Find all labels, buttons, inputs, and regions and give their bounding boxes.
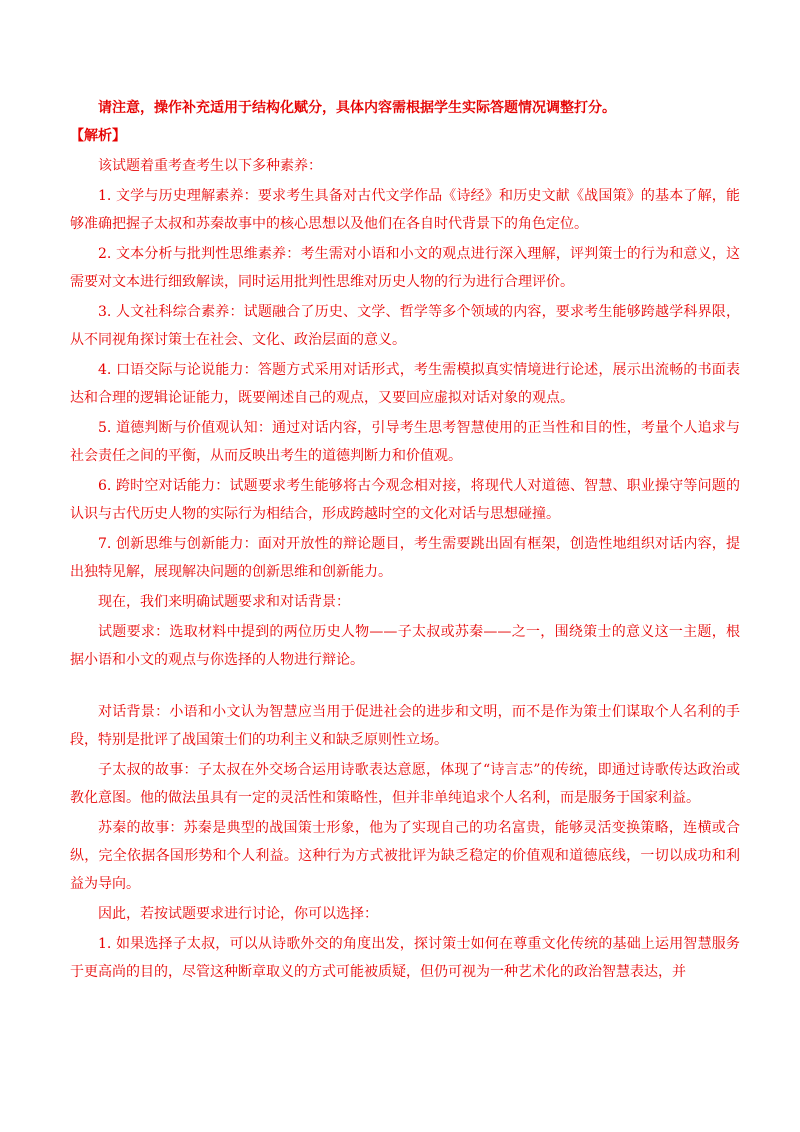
scoring-notice: 请注意，操作补充适用于结构化赋分，具体内容需根据学生实际答题情况调整打分。 bbox=[98, 100, 616, 116]
competency-item: 1. 文学与历史理解素养：要求考生具备对古代文学作品《诗经》和历史文献《战国策》的基本了解，能够准确把握子太叔和苏秦故事中的核心思想以及他们在各自时代背景下的角色定位。 bbox=[70, 188, 740, 232]
intro-paragraph: 该试题着重考查考生以下多种素养： bbox=[98, 158, 322, 174]
analysis-label: 【解析】 bbox=[70, 128, 126, 144]
transition-paragraph: 现在，我们来明确试题要求和对话背景： bbox=[98, 594, 350, 610]
suqin-story-paragraph: 苏秦的故事：苏秦是典型的战国策士形象，他为了实现自己的功名富贵，能够灵活变换策略，连横或合纵，完全依据各国形势和个人利益。这种行为方式被批评为缺乏稳定的价值观和道德底线，一切以成功和利益为导向。 bbox=[70, 820, 740, 892]
paragraph-gap bbox=[70, 676, 740, 698]
choice-item: 1. 如果选择子太叔，可以从诗歌外交的角度出发，探讨策士如何在尊重文化传统的基础上运用智慧服务于更高尚的目的，尽管这种断章取义的方式可能被质疑，但仍可视为一种艺术化的政治智慧表达，并 bbox=[70, 936, 740, 980]
background-paragraph: 对话背景：小语和小文认为智慧应当用于促进社会的进步和文明，而不是作为策士们谋取个人名利的手段，特别是批评了战国策士们的功利主义和缺乏原则性立场。 bbox=[70, 704, 740, 748]
competency-item: 6. 跨时空对话能力：试题要求考生能够将古今观念相对接，将现代人对道德、智慧、职业操守等问题的认识与古代历史人物的实际行为相结合，形成跨越时空的文化对话与思想碰撞。 bbox=[70, 478, 740, 522]
competency-item: 7. 创新思维与创新能力：面对开放性的辩论题目，考生需要跳出固有框架，创造性地组织对话内容，提出独特见解，展现解决问题的创新思维和创新能力。 bbox=[70, 536, 740, 580]
document-page bbox=[70, 96, 740, 988]
competency-item: 3. 人文社科综合素养：试题融合了历史、文学、哲学等多个领域的内容，要求考生能够跨越学科界限，从不同视角探讨策士在社会、文化、政治层面的意义。 bbox=[70, 304, 740, 348]
choice-intro-paragraph: 因此，若按试题要求进行讨论，你可以选择： bbox=[98, 906, 378, 922]
competency-item: 5. 道德判断与价值观认知：通过对话内容，引导考生思考智慧使用的正当性和目的性，考量个人追求与社会责任之间的平衡，从而反映出考生的道德判断力和价值观。 bbox=[70, 420, 740, 464]
requirement-paragraph: 试题要求：选取材料中提到的两位历史人物——子太叔或苏秦——之一，围绕策士的意义这一主题，根据小语和小文的观点与你选择的人物进行辩论。 bbox=[70, 624, 740, 668]
competency-item: 2. 文本分析与批判性思维素养：考生需对小语和小文的观点进行深入理解，评判策士的行为和意义，这需要对文本进行细致解读，同时运用批判性思维对历史人物的行为进行合理评价。 bbox=[70, 246, 740, 290]
zitaishu-story-paragraph: 子太叔的故事：子太叔在外交场合运用诗歌表达意愿，体现了“诗言志”的传统，即通过诗歌传达政治或教化意图。他的做法虽具有一定的灵活性和策略性，但并非单纯追求个人名利，而是服务于国家利益。 bbox=[70, 762, 740, 806]
competency-item: 4. 口语交际与论说能力：答题方式采用对话形式，考生需模拟真实情境进行论述，展示出流畅的书面表达和合理的逻辑论证能力，既要阐述自己的观点，又要回应虚拟对话对象的观点。 bbox=[70, 362, 740, 406]
